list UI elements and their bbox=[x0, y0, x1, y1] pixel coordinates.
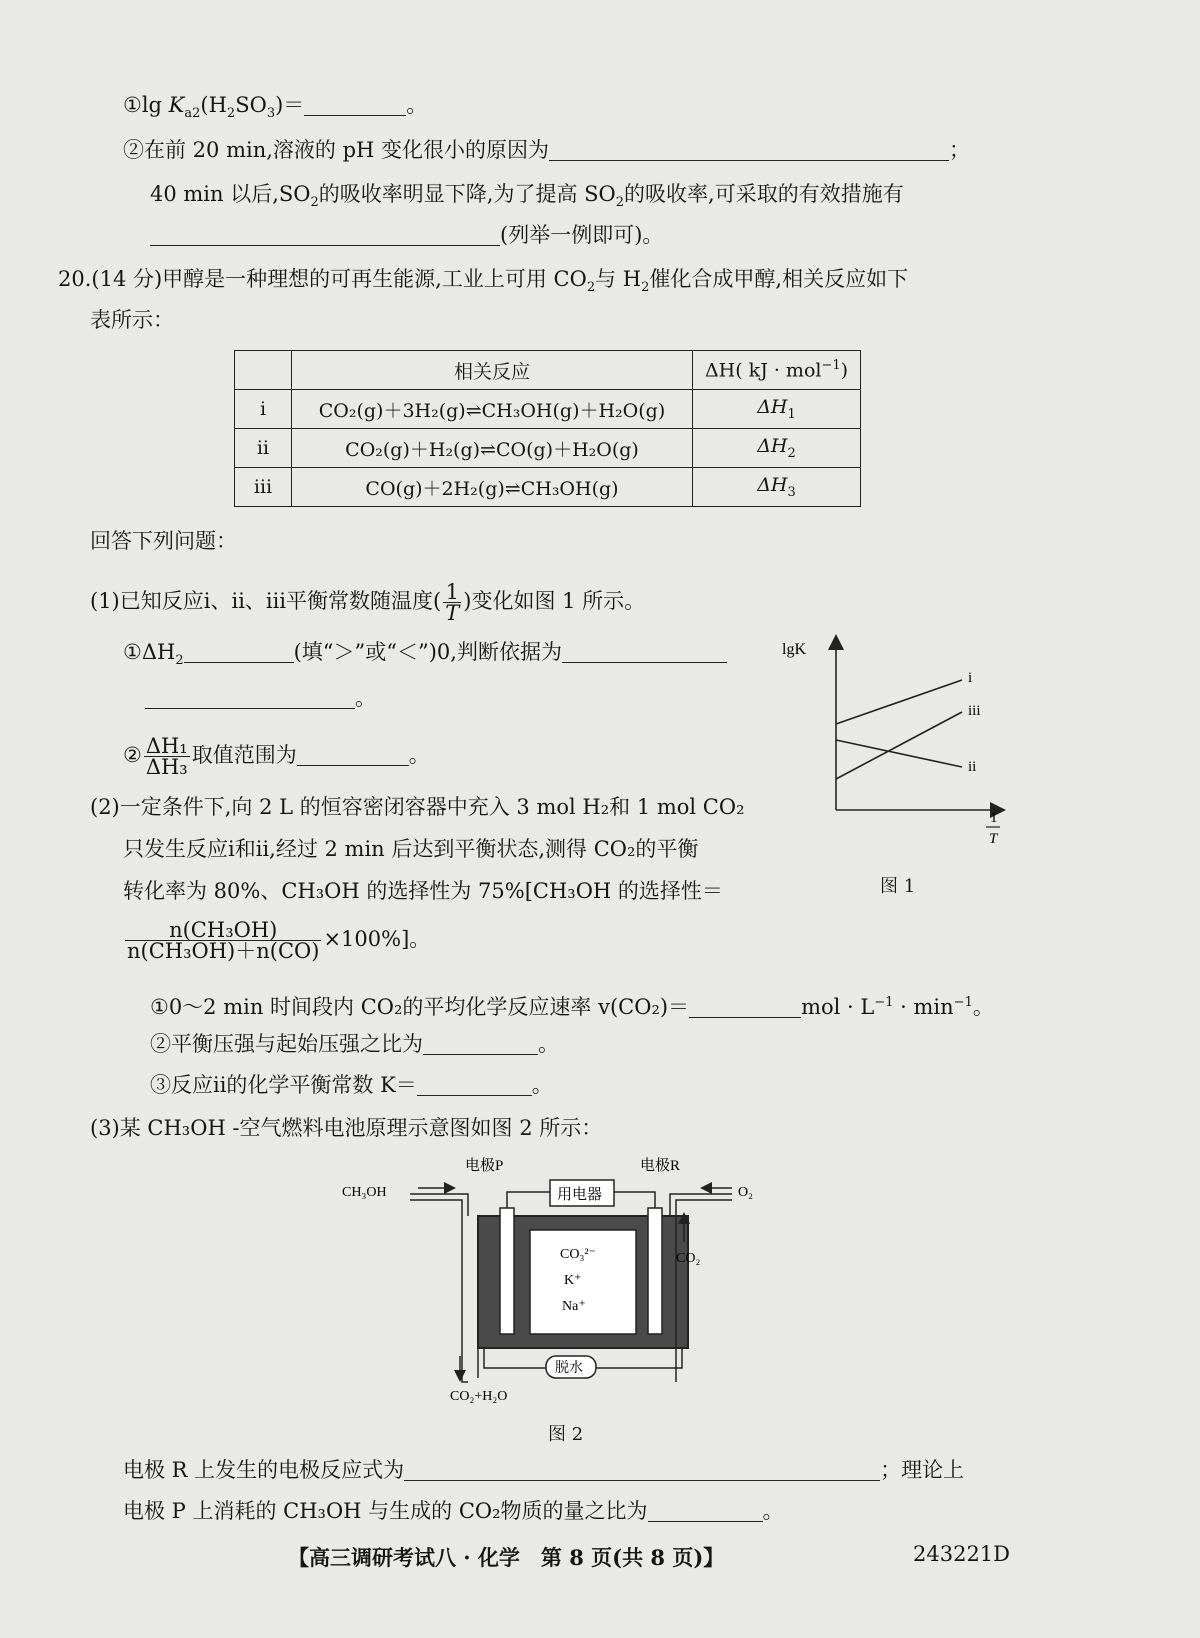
fraction: $\frac{\text{ΔH₁}}{\text{ΔH₃}}$ bbox=[145, 734, 188, 779]
part3-q2: 电极 P 上消耗的 CH₃OH 与生成的 CO₂物质的量之比为 。 bbox=[123, 1499, 784, 1523]
label-iii: iii bbox=[968, 703, 981, 719]
part3-text: (3)某 CH₃OH -空气燃料电池原理示意图如图 2 所示： bbox=[90, 1116, 603, 1140]
table-header-empty bbox=[235, 351, 292, 390]
table-row bbox=[235, 429, 861, 468]
reaction-table bbox=[234, 350, 861, 507]
part2-line4: $\frac{\text{n(CH₃OH)}}{\text{n(CH₃OH)＋n(CO)}}$ ×100%]。 bbox=[127, 918, 431, 963]
part2-q1: ①0～2 min 时间段内 CO₂的平均化学反应速率 v(CO₂)＝ mol · $L^{-1} \cdot \min^{-1}$。 bbox=[150, 995, 994, 1019]
part1-text: (1)已知反应ⅰ、ⅱ、ⅲ平衡常数随温度( $\frac{1}{T}$ )变化如图 1 所示。 bbox=[90, 580, 646, 625]
answer-prompt: 回答下列问题： bbox=[90, 529, 237, 553]
figure1-caption: 图 1 bbox=[880, 876, 916, 897]
line-i bbox=[836, 680, 962, 724]
part2-line2: 只发生反应ⅰ和ⅱ,经过 2 min 后达到平衡状态,测得 CO₂的平衡 bbox=[123, 837, 699, 861]
page-footer-code: 243221D bbox=[913, 1542, 1011, 1566]
electrode-p-label: 电极P bbox=[465, 1158, 504, 1174]
answer-blank[interactable] bbox=[549, 140, 949, 161]
fraction: $\frac{1}{T}$ bbox=[445, 580, 460, 625]
row-dh: $\Delta H_3$ bbox=[693, 468, 861, 507]
answer-blank[interactable] bbox=[562, 642, 727, 663]
part2-q3: ③反应ⅱ的化学平衡常数 K＝ 。 bbox=[150, 1073, 553, 1097]
answer-blank[interactable] bbox=[184, 642, 294, 663]
dehydrator-label: 脱水 bbox=[555, 1361, 583, 1376]
ion-sodium: Na⁺ bbox=[562, 1299, 586, 1314]
q19-item2: ②在前 20 min,溶液的 pH 变化很小的原因为 ； bbox=[123, 138, 971, 162]
table-header-reaction: 相关反应 bbox=[292, 351, 693, 390]
answer-blank[interactable] bbox=[304, 95, 406, 116]
x-axis-label-den: T bbox=[989, 831, 998, 847]
table-header-row bbox=[235, 351, 861, 390]
part2-line3: 转化率为 80%、CH₃OH 的选择性为 75%[CH₃OH 的选择性＝ bbox=[123, 879, 723, 903]
q20-intro-line2: 表所示： bbox=[90, 308, 174, 332]
line-iii bbox=[836, 712, 962, 779]
row-dh: $\Delta H_2$ bbox=[693, 429, 861, 468]
answer-blank[interactable] bbox=[297, 745, 409, 766]
row-index: ⅰ bbox=[235, 390, 292, 429]
line-ii bbox=[836, 740, 962, 767]
table-row bbox=[235, 468, 861, 507]
row-reaction: CO₂(g)＋3H₂(g)⇌CH₃OH(g)＋H₂O(g) bbox=[292, 390, 693, 429]
q19-item3-line2: (列举一例即可)。 bbox=[150, 221, 663, 249]
electrode-r bbox=[648, 1208, 662, 1334]
figure2-caption: 图 2 bbox=[548, 1424, 584, 1445]
electrode-r-label: 电极R bbox=[640, 1158, 681, 1174]
q19-item3: 40 min 以后$,SO_2$的吸收率明显下降,为了提高 $SO_2$的吸收率,可采取的有效措施有 bbox=[150, 182, 904, 211]
row-dh: $\Delta H_1$ bbox=[693, 390, 861, 429]
row-index: ⅲ bbox=[235, 468, 292, 507]
row-index: ⅱ bbox=[235, 429, 292, 468]
answer-blank[interactable] bbox=[423, 1034, 538, 1055]
part3-q1: 电极 R 上发生的电极反应式为 ；理论上 bbox=[123, 1458, 965, 1482]
y-axis-label: lgK bbox=[782, 641, 806, 658]
part1-q1: $①\Delta H_2$ (填“＞”或“＜”)0,判断依据为 bbox=[123, 638, 727, 675]
ion-carbonate: CO₃²⁻ bbox=[560, 1247, 596, 1262]
part2-line1: (2)一定条件下,向 2 L 的恒容密闭容器中充入 3 mol H₂和 1 mol CO₂ bbox=[90, 795, 745, 819]
fraction: $\frac{\text{n(CH₃OH)}}{\text{n(CH₃OH)＋n(CO)}}$ bbox=[127, 918, 320, 963]
answer-blank[interactable] bbox=[417, 1075, 532, 1096]
q19-item1: ①lg $K_{a2}(H_2SO_3)=$ 。 bbox=[123, 93, 428, 122]
electrolyte-chamber bbox=[530, 1230, 636, 1334]
output-label: CO₂+H₂O bbox=[450, 1389, 508, 1404]
answer-blank[interactable] bbox=[404, 1460, 880, 1481]
x-axis-label-num: 1 bbox=[990, 810, 998, 826]
input-ch3oh-label: CH₃OH bbox=[342, 1185, 387, 1200]
electrode-p bbox=[500, 1208, 514, 1334]
answer-blank[interactable] bbox=[145, 688, 355, 709]
q20-intro: 20.(14 分)甲醇是一种理想的可再生能源,工业上可用 $CO_2$与 $H_2$催化合成甲醇,相关反应如下 bbox=[58, 267, 909, 296]
figure1-graph bbox=[782, 632, 1020, 872]
input-o2-label: O₂ bbox=[738, 1185, 753, 1200]
answer-blank[interactable] bbox=[648, 1501, 763, 1522]
answer-blank[interactable] bbox=[150, 225, 500, 246]
part2-q2: ②平衡压强与起始压强之比为 。 bbox=[150, 1032, 559, 1056]
part1-q2: ② $\frac{\text{ΔH₁}}{\text{ΔH₃}}$ 取值范围为 。 bbox=[123, 734, 430, 779]
table-row bbox=[235, 390, 861, 429]
device-label: 用电器 bbox=[557, 1187, 603, 1203]
table-header-dh: ΔH( kJ · mol$^{-1}$) bbox=[693, 351, 861, 390]
label-i: i bbox=[968, 670, 973, 686]
label-ii: ii bbox=[968, 759, 977, 775]
page-footer-title: 【高三调研考试八 · 化学 第 8 页(共 8 页)】 bbox=[288, 1545, 725, 1570]
part1-q1-line2: 。 bbox=[145, 684, 376, 712]
row-reaction: CO₂(g)＋H₂(g)⇌CO(g)＋H₂O(g) bbox=[292, 429, 693, 468]
figure2-fuel-cell bbox=[342, 1150, 790, 1420]
ion-potassium: K⁺ bbox=[564, 1273, 582, 1288]
row-reaction: CO(g)＋2H₂(g)⇌CH₃OH(g) bbox=[292, 468, 693, 507]
answer-blank[interactable] bbox=[689, 997, 801, 1018]
co2-in-label: CO₂ bbox=[676, 1251, 701, 1266]
